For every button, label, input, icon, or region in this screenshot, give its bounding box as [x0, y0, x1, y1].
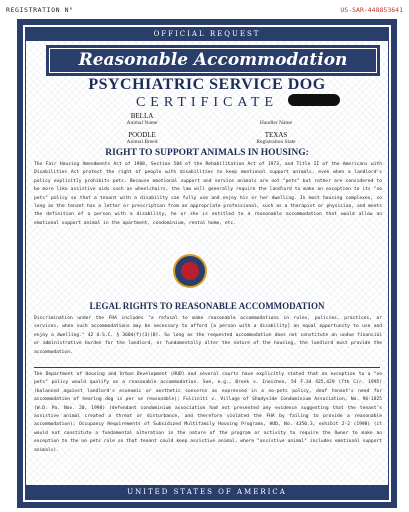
animal-breed-label: Animal Breed	[126, 139, 158, 145]
section-divider	[34, 367, 380, 368]
registration-row	[0, 6, 409, 18]
title-banner	[46, 45, 380, 76]
certificate-title: PSYCHIATRIC SERVICE DOG	[88, 76, 326, 93]
registration-state-label: Registration State	[256, 139, 296, 145]
redaction-mark	[288, 94, 340, 106]
registration-state: TEXAS	[264, 131, 288, 139]
certificate-frame	[17, 19, 397, 508]
legal-rights-paragraph-1: Discrimination under the FHA includes "a refusal to make reasonable accommodations in rules, policies, practices, or services, when such accommodations may be necessary to afford [a person with a disability] an equal opportunity to use and enjoy a dwelling." 42 U.S.C. § 3604(f)(3)(B). So long as the requested accommodation does not constitute an undue financial or administrative burden for the landlord, or fundamentally alter the nature of the housing, the landlord must provide the accommodation.	[34, 316, 382, 355]
registration-number: US-SAR-448853641	[340, 6, 403, 14]
handler-name-block	[246, 120, 306, 126]
legal-rights-heading: LEGAL RIGHTS TO REASONABLE ACCOMMODATION	[89, 301, 325, 311]
seal-center	[181, 262, 199, 280]
animal-breed-block	[112, 131, 172, 145]
housing-rights-heading: RIGHT TO SUPPORT ANIMALS IN HOUSING:	[105, 148, 309, 158]
banner-title: Reasonable Accommodation	[78, 50, 348, 70]
legal-rights-paragraph-2: The Department of Housing and Urban Development (HUD) and several courts have explicitly stated that an exception to a "no pets" policy would qualify as a reasonable accommodation. See, e.g., Bronk v. Ineichen, 54 F.3d 425,429 (7th Cir. 1995) (balanced against landlord's economic or aesthetic concerns as expressed in a no-pets policy, deaf tenant's need for accommodation of hearing dog is per se reasonable); Fulciniti v. Village of Shadyside Condominium Association, No. 96-1825 (W.D. Pa. Nov. 20, 1998) (defendant condominium association had not presented any evidence suggesting that the tenant's assistive animal created a threat or disturbance, and therefore violated the FHA by failing to provide a reasonable accommodation); Occupancy Requirements of Subsidized Multifamily Housing Programs, HUD, No. 4350.3, exhibit 2-2 (1998) (it would not constitute a fundamental alteration in the nature of the program or activity to require the Owner to make an exception to the no pets rule so that tenant could keep assistive animal, where "assistive animal" includes emotional support animals).	[34, 372, 382, 453]
official-request-header: OFFICIAL REQUEST	[26, 28, 388, 41]
seal-icon	[173, 254, 207, 288]
animal-name-block	[112, 112, 172, 126]
animal-breed: POODLE	[128, 131, 156, 139]
certificate-body	[25, 27, 389, 500]
certificate-subtitle: CERTIFICATE	[135, 95, 279, 110]
animal-name: BELLA	[130, 112, 154, 120]
housing-rights-paragraph: The Fair Housing Amendments Act of 1988, Section 504 of the Rehabilitation Act of 1973, and Title II of the Americans with Disabilities Act protect the right of people with disabilities to keep emotional support animals, even when a landlord's policy explicitly prohibits pets. Because emotional support and service animals are not "pets" but rather are considered to be more like assistive aids such as wheelchairs, the law will generally require the landlord to make an exception to its "no pets" policy so that a tenant with a disability can fully use and enjoy his or her dwelling. In most housing complexes, so long as the tenant has a letter or prescription from an appropriate professional, such as a therapist or physician, and meets the definition of a person with a disability, he or she is entitled to a reasonable accommodation that would allow an emotional support animal in the apartment, condominium, rental home, etc.	[34, 162, 382, 226]
animal-name-label: Animal Name	[126, 120, 158, 126]
country-footer: UNITED STATES OF AMERICA	[26, 485, 388, 499]
handler-name-label: Handler Name	[259, 120, 293, 126]
state-block	[246, 131, 306, 145]
registration-label: REGISTRATION N°	[6, 6, 74, 14]
